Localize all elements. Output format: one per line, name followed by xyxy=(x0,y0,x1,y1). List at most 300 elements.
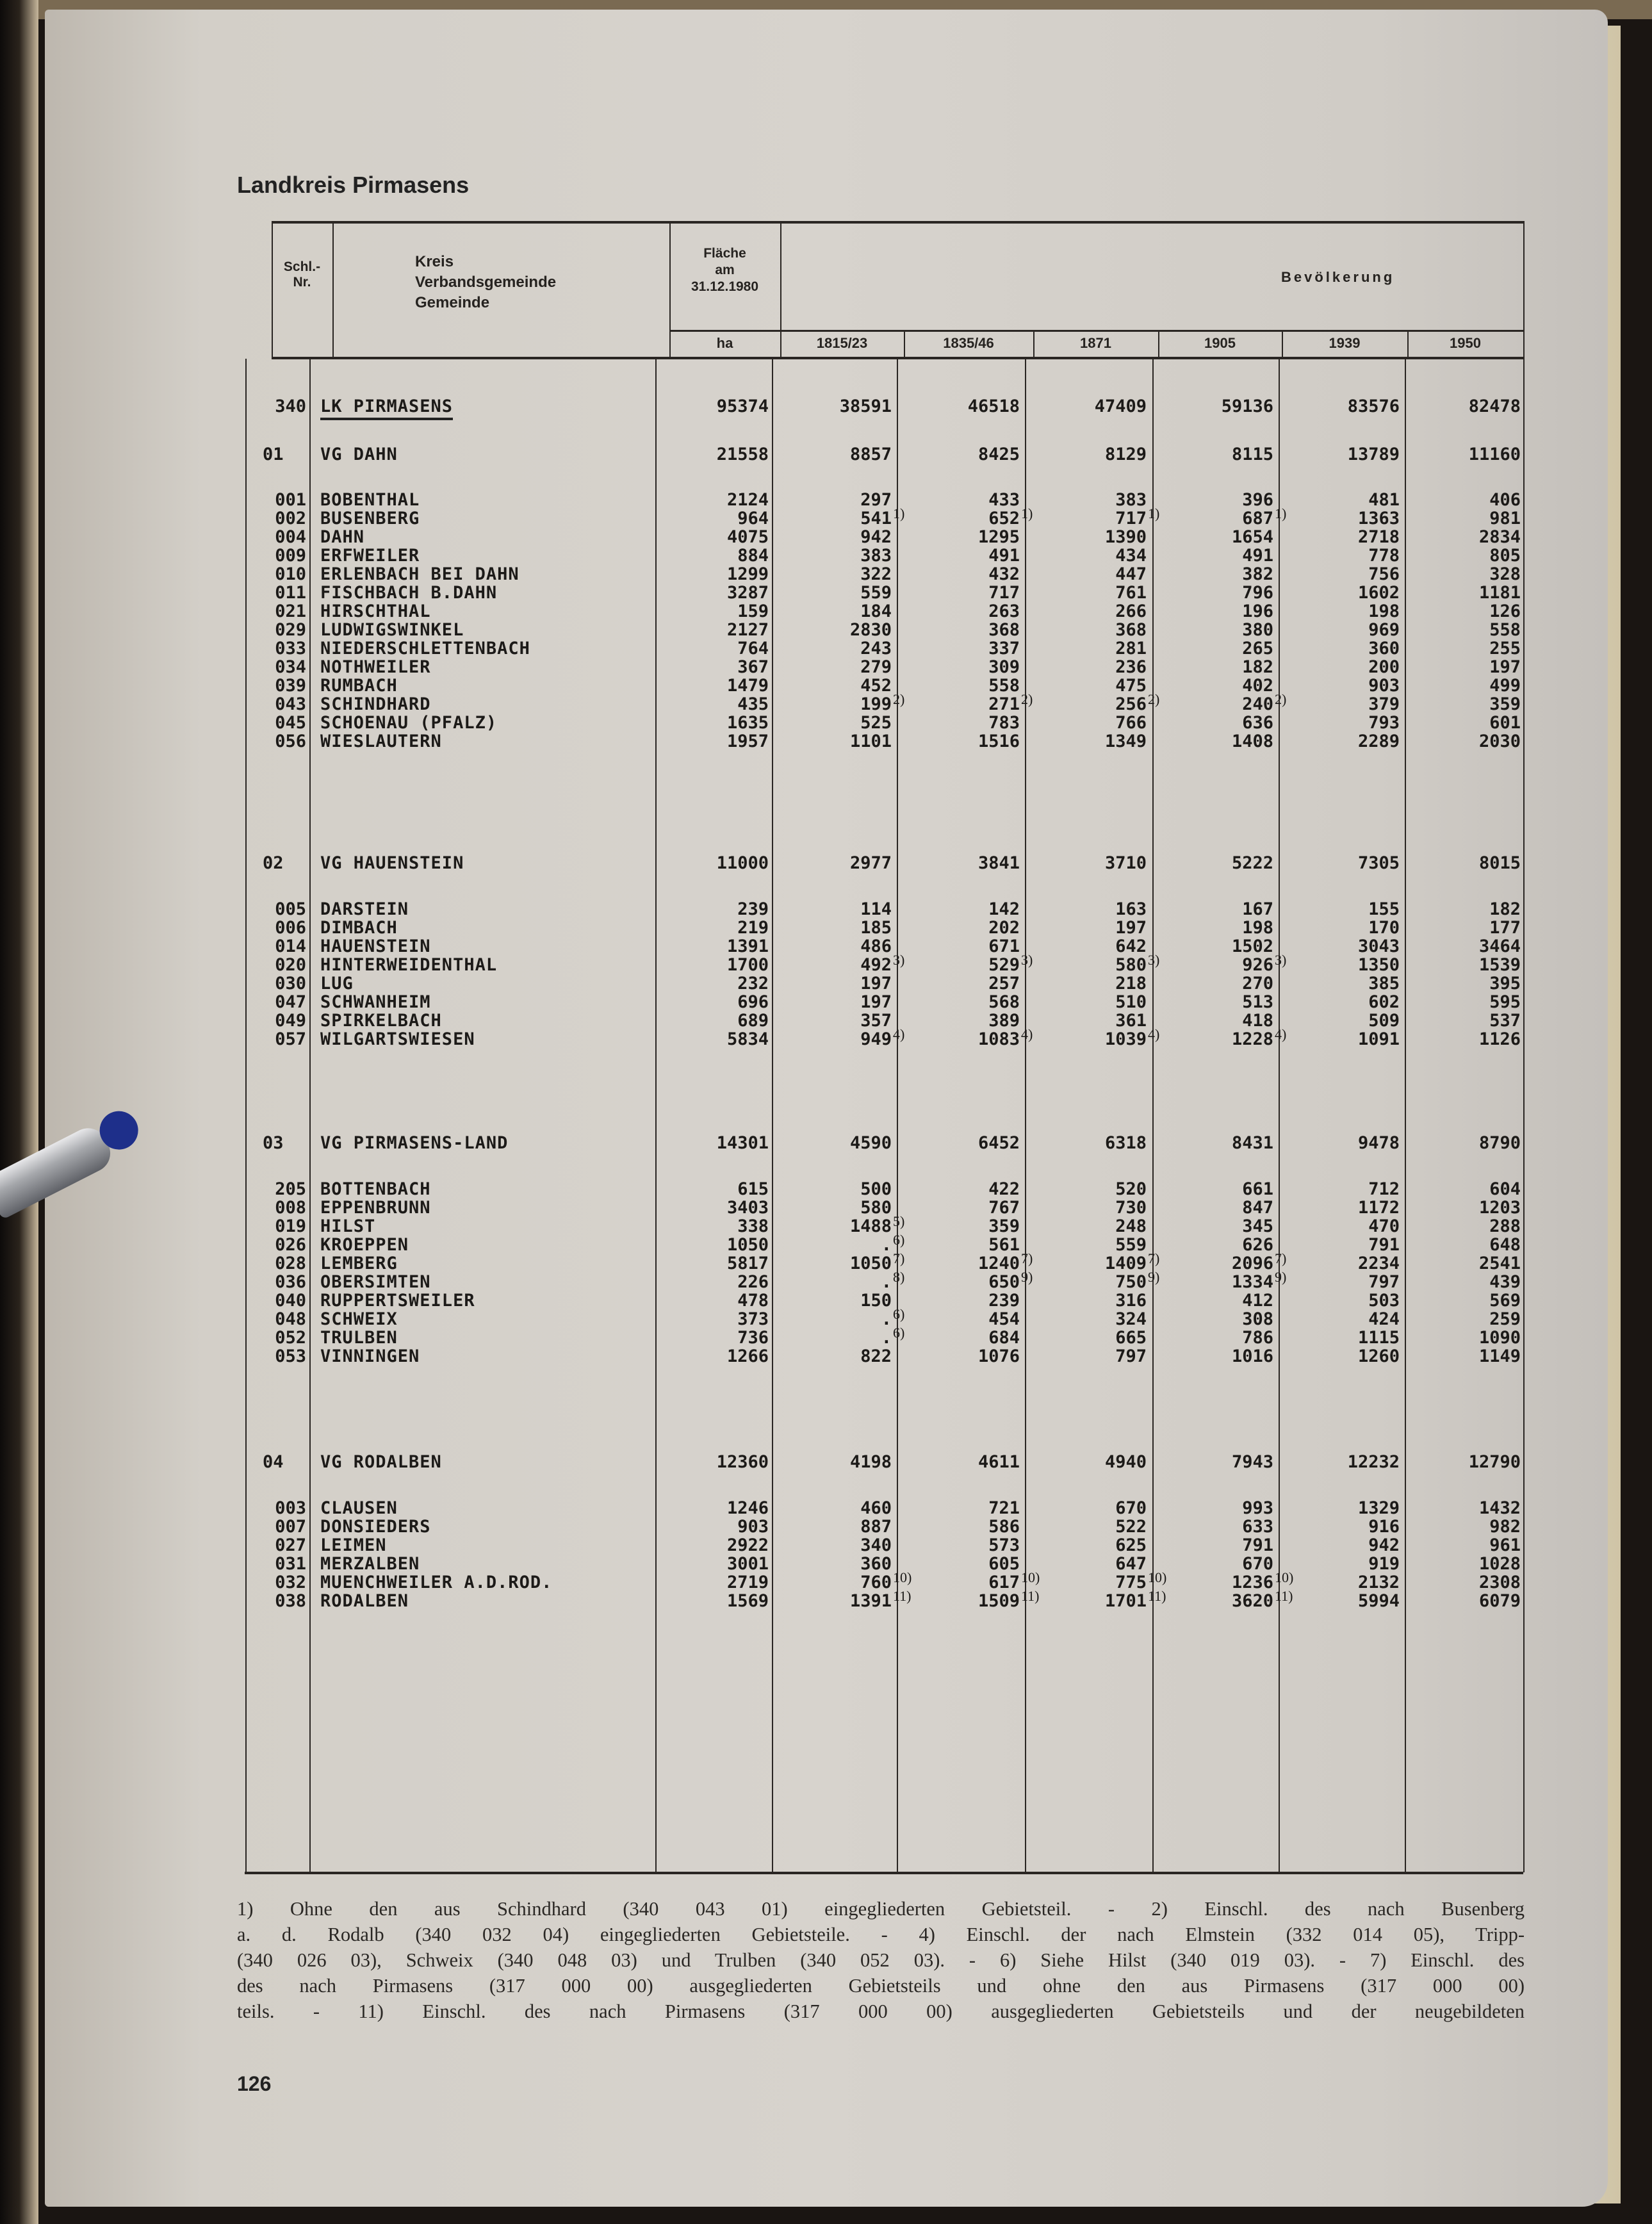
row-population: . xyxy=(881,1328,892,1348)
row-name: SCHINDHARD xyxy=(320,694,431,714)
header-code xyxy=(272,259,332,290)
row-area: 1050 xyxy=(726,1235,769,1255)
row-population: 949 xyxy=(860,1029,892,1049)
row-population: 750 xyxy=(1115,1272,1147,1292)
row-code: 036 xyxy=(275,1272,306,1292)
row-population: 778 xyxy=(1368,546,1400,566)
row-population: 170 xyxy=(1368,918,1400,938)
row-name: SCHWANHEIM xyxy=(320,992,431,1012)
row-population: 8790 xyxy=(1478,1133,1521,1153)
row-population: 337 xyxy=(988,639,1020,658)
footnote-marker: 2) xyxy=(1148,691,1160,707)
row-population: 324 xyxy=(1115,1309,1147,1329)
row-population: 239 xyxy=(988,1291,1020,1311)
row-population: 82478 xyxy=(1468,397,1521,416)
row-population: 197 xyxy=(1115,918,1147,938)
row-population: 360 xyxy=(1368,639,1400,658)
row-area: 2719 xyxy=(726,1573,769,1592)
row-area: 3403 xyxy=(726,1198,769,1218)
row-population: 993 xyxy=(1242,1498,1273,1518)
row-population: 385 xyxy=(1368,974,1400,993)
row-area: 219 xyxy=(737,918,769,938)
row-area: 3287 xyxy=(726,583,769,603)
footnote-marker: 9) xyxy=(1275,1269,1287,1285)
row-population: 486 xyxy=(860,936,892,956)
row-population: 433 xyxy=(988,490,1020,510)
row-population: 2718 xyxy=(1357,527,1400,547)
row-population: 721 xyxy=(988,1498,1020,1518)
row-population: 1539 xyxy=(1478,955,1521,975)
row-population: 648 xyxy=(1489,1235,1521,1255)
row-code: 030 xyxy=(275,974,306,993)
row-name: NOTHWEILER xyxy=(320,657,431,677)
row-population: 382 xyxy=(1242,564,1273,584)
footnote-marker: 6) xyxy=(893,1232,905,1248)
row-population: 1240 xyxy=(977,1254,1020,1273)
gemeinde-row xyxy=(0,658,1652,677)
row-code: 043 xyxy=(275,694,306,714)
row-population: 167 xyxy=(1242,899,1273,919)
row-area: 1246 xyxy=(726,1498,769,1518)
row-population: 197 xyxy=(1489,657,1521,677)
row-population: 503 xyxy=(1368,1291,1400,1311)
row-population: 756 xyxy=(1368,564,1400,584)
row-population: 452 xyxy=(860,676,892,696)
table-bottom-rule xyxy=(245,1872,1523,1874)
row-population: 13789 xyxy=(1347,445,1400,464)
row-population: 670 xyxy=(1242,1554,1273,1574)
footnote-marker: 5) xyxy=(893,1213,905,1229)
row-area: 226 xyxy=(737,1272,769,1292)
row-population: 1408 xyxy=(1231,732,1273,751)
row-population: 1101 xyxy=(849,732,892,751)
row-population: 256 xyxy=(1115,694,1147,714)
row-population: 308 xyxy=(1242,1309,1273,1329)
row-population: 903 xyxy=(1368,676,1400,696)
row-population: 199 xyxy=(860,694,892,714)
row-name: HAUENSTEIN xyxy=(320,936,431,956)
footnote-marker: 7) xyxy=(893,1250,905,1266)
row-population: 525 xyxy=(860,713,892,733)
row-area: 2127 xyxy=(726,620,769,640)
row-population: 887 xyxy=(860,1517,892,1537)
footnote-marker: 6) xyxy=(893,1325,905,1341)
verbandsgemeinde-row xyxy=(0,854,1652,873)
row-code: 032 xyxy=(275,1573,306,1592)
row-code: 047 xyxy=(275,992,306,1012)
year-header-rule xyxy=(669,330,1525,332)
row-name: EPPENBRUNN xyxy=(320,1198,431,1218)
footnote-marker: 7) xyxy=(1275,1250,1287,1266)
gemeinde-row xyxy=(0,900,1652,919)
row-population: 368 xyxy=(1115,620,1147,640)
row-population: 805 xyxy=(1489,546,1521,566)
row-area: 3001 xyxy=(726,1554,769,1574)
row-population: 586 xyxy=(988,1517,1020,1537)
row-code: 021 xyxy=(275,601,306,621)
row-code: 039 xyxy=(275,676,306,696)
gemeinde-row xyxy=(0,639,1652,658)
row-population: 263 xyxy=(988,601,1020,621)
gemeinde-row xyxy=(0,491,1652,510)
row-name: RUMBACH xyxy=(320,676,398,696)
row-area: 764 xyxy=(737,639,769,658)
gemeinde-row xyxy=(0,528,1652,547)
footnote-marker: 10) xyxy=(893,1569,912,1585)
row-code: 014 xyxy=(275,936,306,956)
row-population: 1203 xyxy=(1478,1198,1521,1218)
header-name-line: Kreis xyxy=(415,253,454,270)
row-population: 717 xyxy=(1115,509,1147,528)
row-population: 2030 xyxy=(1478,732,1521,751)
row-population: 1502 xyxy=(1231,936,1273,956)
row-area: 21558 xyxy=(716,445,769,464)
row-population: 357 xyxy=(860,1011,892,1031)
row-population: 1181 xyxy=(1478,583,1521,603)
row-population: 8857 xyxy=(849,445,892,464)
gemeinde-row xyxy=(0,1232,1652,1255)
footnote-marker: 1) xyxy=(893,505,905,521)
row-population: 580 xyxy=(860,1198,892,1218)
row-area: 338 xyxy=(737,1216,769,1236)
row-population: 2830 xyxy=(849,620,892,640)
row-population: 8115 xyxy=(1231,445,1273,464)
gemeinde-row xyxy=(0,937,1652,956)
row-population: 559 xyxy=(860,583,892,603)
row-population: 942 xyxy=(1368,1535,1400,1555)
header-name xyxy=(415,252,556,313)
row-name: VG HAUENSTEIN xyxy=(320,853,464,873)
row-population: 47409 xyxy=(1094,397,1147,416)
row-population: 460 xyxy=(860,1498,892,1518)
row-population: 625 xyxy=(1115,1535,1147,1555)
row-population: 687 xyxy=(1242,509,1273,528)
row-area: 1266 xyxy=(726,1346,769,1366)
row-population: 1090 xyxy=(1478,1328,1521,1348)
footnote-line: (340 026 03), Schweix (340 048 03) und Trulben (340 052 03). - 6) Siehe Hilst (340 019 03). - 7) Einschl. des xyxy=(237,1949,1525,1971)
gemeinde-row xyxy=(0,1026,1652,1049)
row-area: 367 xyxy=(737,657,769,677)
row-area: 903 xyxy=(737,1517,769,1537)
footnote-marker: 3) xyxy=(1275,952,1287,968)
row-population: 418 xyxy=(1242,1011,1273,1031)
row-population: 279 xyxy=(860,657,892,677)
gemeinde-row xyxy=(0,1269,1652,1292)
row-population: 1516 xyxy=(977,732,1020,751)
row-population: 786 xyxy=(1242,1328,1273,1348)
row-population: 218 xyxy=(1115,974,1147,993)
row-area: 373 xyxy=(737,1309,769,1329)
row-code: 009 xyxy=(275,546,306,566)
row-population: 412 xyxy=(1242,1291,1273,1311)
row-area: 95374 xyxy=(716,397,769,416)
row-name: BUSENBERG xyxy=(320,509,420,528)
footnote-marker: 4) xyxy=(893,1026,905,1042)
row-population: 470 xyxy=(1368,1216,1400,1236)
footnote-marker: 11) xyxy=(1148,1588,1166,1604)
row-population: 491 xyxy=(988,546,1020,566)
row-name: TRULBEN xyxy=(320,1328,398,1348)
row-population: 604 xyxy=(1489,1179,1521,1199)
row-population: 389 xyxy=(988,1011,1020,1031)
row-population: 1172 xyxy=(1357,1198,1400,1218)
row-code: 03 xyxy=(263,1133,284,1153)
row-population: 3620 xyxy=(1231,1591,1273,1611)
row-population: 360 xyxy=(860,1554,892,1574)
row-population: 1039 xyxy=(1104,1029,1147,1049)
row-population: 236 xyxy=(1115,657,1147,677)
gemeinde-row xyxy=(0,974,1652,993)
row-population: 1432 xyxy=(1478,1498,1521,1518)
footnote-marker: 10) xyxy=(1275,1569,1294,1585)
gemeinde-row xyxy=(0,621,1652,640)
row-population: 265 xyxy=(1242,639,1273,658)
row-population: 822 xyxy=(860,1346,892,1366)
row-population: 1028 xyxy=(1478,1554,1521,1574)
row-population: 2234 xyxy=(1357,1254,1400,1273)
row-population: 2308 xyxy=(1478,1573,1521,1592)
row-area: 689 xyxy=(737,1011,769,1031)
row-population: 422 xyxy=(988,1179,1020,1199)
row-name: BOBENTHAL xyxy=(320,490,420,510)
gemeinde-row xyxy=(0,919,1652,938)
row-area: 1700 xyxy=(726,955,769,975)
row-name: ERLENBACH BEI DAHN xyxy=(320,564,519,584)
row-population: 568 xyxy=(988,992,1020,1012)
gemeinde-row xyxy=(0,1536,1652,1555)
row-code: 01 xyxy=(263,445,284,464)
footnote-marker: 11) xyxy=(1275,1588,1293,1604)
gemeinde-row xyxy=(0,1588,1652,1611)
row-population: 475 xyxy=(1115,676,1147,696)
row-area: 884 xyxy=(737,546,769,566)
row-population: 1260 xyxy=(1357,1346,1400,1366)
row-population: 1363 xyxy=(1357,509,1400,528)
row-population: 114 xyxy=(860,899,892,919)
row-code: 004 xyxy=(275,527,306,547)
row-code: 049 xyxy=(275,1011,306,1031)
row-population: 182 xyxy=(1489,899,1521,919)
row-code: 010 xyxy=(275,564,306,584)
row-population: 396 xyxy=(1242,490,1273,510)
gemeinde-row xyxy=(0,584,1652,603)
row-population: 730 xyxy=(1115,1198,1147,1218)
row-population: 1076 xyxy=(977,1346,1020,1366)
gemeinde-row xyxy=(0,952,1652,975)
row-name: MERZALBEN xyxy=(320,1554,420,1574)
row-population: 601 xyxy=(1489,713,1521,733)
row-population: 345 xyxy=(1242,1216,1273,1236)
header-year: 1939 xyxy=(1329,335,1361,351)
header-name-line: Gemeinde xyxy=(415,294,490,311)
row-population: 797 xyxy=(1115,1346,1147,1366)
row-population: 2096 xyxy=(1231,1254,1273,1273)
header-year: 1815/23 xyxy=(816,335,868,351)
row-population: 182 xyxy=(1242,657,1273,677)
row-name: CLAUSEN xyxy=(320,1498,398,1518)
gemeinde-row xyxy=(0,1499,1652,1518)
row-population: 383 xyxy=(1115,490,1147,510)
row-population: 240 xyxy=(1242,694,1273,714)
row-population: 59136 xyxy=(1221,397,1273,416)
row-area: 12360 xyxy=(716,1452,769,1472)
row-code: 007 xyxy=(275,1517,306,1537)
row-population: 558 xyxy=(1489,620,1521,640)
row-population: 791 xyxy=(1368,1235,1400,1255)
row-population: 520 xyxy=(1115,1179,1147,1199)
row-population: 982 xyxy=(1489,1517,1521,1537)
row-population: 197 xyxy=(860,992,892,1012)
footnote-marker: 9) xyxy=(1021,1269,1033,1285)
row-area: 696 xyxy=(737,992,769,1012)
row-name: DAHN xyxy=(320,527,365,547)
row-area: 478 xyxy=(737,1291,769,1311)
row-population: 248 xyxy=(1115,1216,1147,1236)
row-population: 1350 xyxy=(1357,955,1400,975)
gemeinde-row xyxy=(0,1569,1652,1592)
footnote-marker: 10) xyxy=(1148,1569,1167,1585)
row-population: 684 xyxy=(988,1328,1020,1348)
row-population: 197 xyxy=(860,974,892,993)
row-population: 368 xyxy=(988,620,1020,640)
row-population: 559 xyxy=(1115,1235,1147,1255)
header-name-line: Verbandsgemeinde xyxy=(415,274,557,291)
row-population: 522 xyxy=(1115,1517,1147,1537)
row-area: 1635 xyxy=(726,713,769,733)
row-population: 1488 xyxy=(849,1216,892,1236)
row-population: 6452 xyxy=(977,1133,1020,1153)
row-area: 1299 xyxy=(726,564,769,584)
row-population: 243 xyxy=(860,639,892,658)
row-population: 1295 xyxy=(977,527,1020,547)
row-code: 340 xyxy=(275,397,306,416)
row-name: RODALBEN xyxy=(320,1591,409,1611)
row-population: 500 xyxy=(860,1179,892,1199)
row-population: 271 xyxy=(988,694,1020,714)
row-population: 633 xyxy=(1242,1517,1273,1537)
gemeinde-row xyxy=(0,1213,1652,1236)
row-code: 008 xyxy=(275,1198,306,1218)
row-code: 053 xyxy=(275,1346,306,1366)
row-population: 783 xyxy=(988,713,1020,733)
kreis-row xyxy=(0,397,1652,416)
row-population: 1115 xyxy=(1357,1328,1400,1348)
row-population: 361 xyxy=(1115,1011,1147,1031)
row-area: 159 xyxy=(737,601,769,621)
footnote-marker: 3) xyxy=(1148,952,1160,968)
row-population: 439 xyxy=(1489,1272,1521,1292)
footnote-line: a. d. Rodalb (340 032 04) eingegliederten Gebietsteile. - 4) Einschl. der nach Elmstein (332 014 05), Tripp- xyxy=(237,1924,1525,1945)
row-code: 002 xyxy=(275,509,306,528)
row-area: 232 xyxy=(737,974,769,993)
footnote-marker: 8) xyxy=(893,1269,905,1285)
row-area: 5834 xyxy=(726,1029,769,1049)
row-name: LEMBERG xyxy=(320,1254,398,1273)
row-name: DONSIEDERS xyxy=(320,1517,431,1537)
row-population: 380 xyxy=(1242,620,1273,640)
gemeinde-row xyxy=(0,1306,1652,1329)
row-population: 12232 xyxy=(1347,1452,1400,1472)
row-population: 9478 xyxy=(1357,1133,1400,1153)
row-population: 270 xyxy=(1242,974,1273,993)
row-code: 045 xyxy=(275,713,306,733)
row-area: 11000 xyxy=(716,853,769,873)
row-population: 529 xyxy=(988,955,1020,975)
row-population: 406 xyxy=(1489,490,1521,510)
row-name: RUPPERTSWEILER xyxy=(320,1291,475,1311)
row-code: 028 xyxy=(275,1254,306,1273)
row-code: 056 xyxy=(275,732,306,751)
footnote-line: 1) Ohne den aus Schindhard (340 043 01) eingegliederten Gebietsteil. - 2) Einschl. des nach Busenberg xyxy=(237,1898,1525,1920)
row-code: 026 xyxy=(275,1235,306,1255)
row-population: 3710 xyxy=(1104,853,1147,873)
header-area-unit: ha xyxy=(716,335,733,351)
row-population: 6318 xyxy=(1104,1133,1147,1153)
row-name: VG RODALBEN xyxy=(320,1452,442,1472)
row-name: LK PIRMASENS xyxy=(320,397,453,420)
row-area: 1957 xyxy=(726,732,769,751)
row-name: KROEPPEN xyxy=(320,1235,409,1255)
gemeinde-row xyxy=(0,1180,1652,1199)
row-population: 1509 xyxy=(977,1591,1020,1611)
gemeinde-row xyxy=(0,1555,1652,1574)
footnote-marker: 2) xyxy=(1275,691,1287,707)
gemeinde-row xyxy=(0,602,1652,621)
row-population: 309 xyxy=(988,657,1020,677)
footnote-marker: 11) xyxy=(893,1588,912,1604)
row-population: 775 xyxy=(1115,1573,1147,1592)
row-code: 040 xyxy=(275,1291,306,1311)
row-name: VG PIRMASENS-LAND xyxy=(320,1133,509,1153)
verbandsgemeinde-row xyxy=(0,1453,1652,1472)
row-population: 499 xyxy=(1489,676,1521,696)
footnote-marker: 3) xyxy=(1021,952,1033,968)
row-population: 2289 xyxy=(1357,732,1400,751)
row-population: 12790 xyxy=(1468,1452,1521,1472)
row-population: 510 xyxy=(1115,992,1147,1012)
row-area: 1479 xyxy=(726,676,769,696)
row-population: 340 xyxy=(860,1535,892,1555)
gemeinde-row xyxy=(0,546,1652,566)
row-population: 198 xyxy=(1368,601,1400,621)
row-population: 11160 xyxy=(1468,445,1521,464)
row-code: 038 xyxy=(275,1591,306,1611)
row-population: 1236 xyxy=(1231,1573,1273,1592)
header-population: Bevölkerung xyxy=(1281,269,1395,285)
row-population: 434 xyxy=(1115,546,1147,566)
row-code: 029 xyxy=(275,620,306,640)
footnote-marker: 6) xyxy=(893,1306,905,1322)
row-population: 328 xyxy=(1489,564,1521,584)
row-population: 1409 xyxy=(1104,1254,1147,1273)
row-population: 665 xyxy=(1115,1328,1147,1348)
row-area: 435 xyxy=(737,694,769,714)
row-name: LEIMEN xyxy=(320,1535,387,1555)
row-population: 46518 xyxy=(967,397,1020,416)
row-population: 2541 xyxy=(1478,1254,1521,1273)
row-population: 942 xyxy=(860,527,892,547)
footnote-marker: 3) xyxy=(893,952,905,968)
row-code: 031 xyxy=(275,1554,306,1574)
row-name: VG DAHN xyxy=(320,445,398,464)
row-population: 2132 xyxy=(1357,1573,1400,1592)
gemeinde-row xyxy=(0,1250,1652,1273)
row-population: 297 xyxy=(860,490,892,510)
row-area: 615 xyxy=(737,1179,769,1199)
row-name: FISCHBACH B.DAHN xyxy=(320,583,498,603)
row-population: 4611 xyxy=(977,1452,1020,1472)
row-population: 650 xyxy=(988,1272,1020,1292)
